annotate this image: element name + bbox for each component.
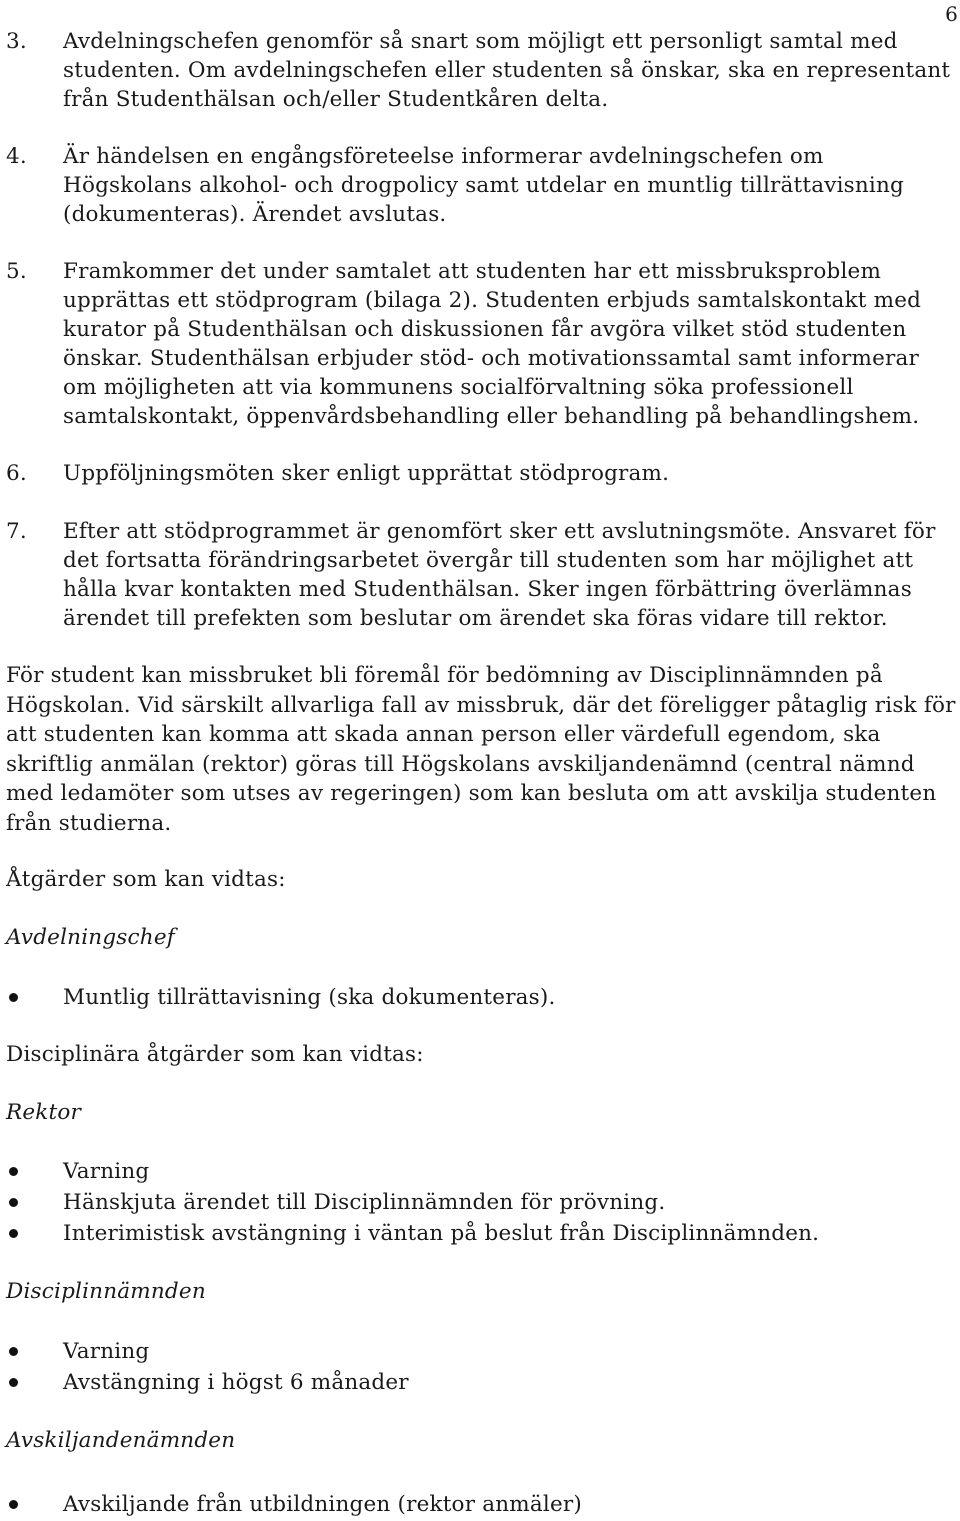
list-item-4	[6, 142, 956, 229]
list-item-5	[6, 257, 956, 431]
bullet-item	[6, 1368, 956, 1397]
list-item-number: 4.	[6, 144, 27, 169]
disciplinary-heading: Disciplinära åtgärder som kan vidtas:	[6, 1042, 424, 1067]
bullet-icon	[9, 1378, 18, 1387]
bullet-text: Interimistisk avstängning i väntan på beslut från Disciplinnämnden.	[63, 1221, 820, 1246]
bullet-item	[6, 1490, 956, 1519]
list-item-number: 5.	[6, 259, 27, 284]
rektor-heading: Rektor	[6, 1100, 82, 1125]
measures-heading: Åtgärder som kan vidtas:	[6, 867, 286, 892]
page-number: 6	[945, 2, 958, 26]
list-item-text: Är händelsen en engångsföreteelse informerar avdelningschefen om Högskolans alkohol- och drogpolicy samt utdelar en muntlig tillrättavisning (dokumenteras). Ärendet avslutas.	[63, 144, 905, 227]
bullet-text: Varning	[63, 1339, 150, 1364]
bullet-item	[6, 1219, 956, 1248]
bullet-icon	[9, 993, 18, 1002]
list-item-7	[6, 517, 956, 633]
bullet-text: Varning	[63, 1159, 150, 1184]
avskiljandenamnden-heading: Avskiljandenämnden	[6, 1428, 236, 1453]
bullet-item	[6, 983, 956, 1012]
list-item-text: Uppföljningsmöten sker enligt upprättat stödprogram.	[63, 461, 670, 486]
list-item-text: Efter att stödprogrammet är genomfört sker ett avslutningsmöte. Ansvaret för det fortsatta förändringsarbetet övergår till studenten som har möjlighet att hålla kvar kontakten med Studenthälsan. Sker ingen förbättring överlämnas ärendet till prefekten som beslutar om ärendet ska föras vidare till rektor.	[63, 519, 936, 631]
bullet-icon	[9, 1229, 18, 1238]
bullet-icon	[9, 1347, 18, 1356]
bullet-item	[6, 1337, 956, 1366]
list-item-number: 3.	[6, 29, 27, 54]
bullet-text: Avskiljande från utbildningen (rektor anmäler)	[63, 1492, 582, 1517]
list-item-number: 6.	[6, 461, 27, 486]
disciplinnamnden-heading: Disciplinnämnden	[6, 1279, 206, 1304]
bullet-text: Hänskjuta ärendet till Disciplinnämnden för prövning.	[63, 1190, 666, 1215]
list-item-3	[6, 27, 956, 114]
list-item-text: Framkommer det under samtalet att studenten har ett missbruksproblem upprättas ett stödprogram (bilaga 2). Studenten erbjuds samtalskontakt med kurator på Studenthälsan och diskussionen får avgöra vilket stöd studenten önskar. Studenthälsan erbjuder stöd- och motivationssamtal samt informerar om möjligheten att via kommunens socialförvaltning söka professionell samtalskontakt, öppenvårdsbehandling eller behandling på behandlingshem.	[63, 259, 922, 429]
bullet-icon	[9, 1500, 18, 1509]
bullet-icon	[9, 1198, 18, 1207]
list-item-6	[6, 459, 956, 488]
bullet-text: Muntlig tillrättavisning (ska dokumenteras).	[63, 985, 556, 1010]
list-item-number: 7.	[6, 519, 27, 544]
body-paragraph: För student kan missbruket bli föremål för bedömning av Disciplinnämnden på Högskolan. Vid särskilt allvarliga fall av missbruk, där det föreligger påtaglig risk för att studenten kan komma att skada annan person eller värdefull egendom, ska skriftlig anmälan (rektor) göras till Högskolans avskiljandenämnd (central nämnd med ledamöter som utses av regeringen) som kan besluta om att avskilja studenten från studierna.	[6, 663, 956, 836]
list-item-text: Avdelningschefen genomför så snart som möjligt ett personligt samtal med studenten. Om avdelningschefen eller studenten så önskar, ska en representant från Studenthälsan och/eller Studentkåren delta.	[63, 29, 951, 112]
bullet-text: Avstängning i högst 6 månader	[63, 1370, 409, 1395]
bullet-item	[6, 1188, 956, 1217]
bullet-item	[6, 1157, 956, 1186]
avdelningschef-heading: Avdelningschef	[6, 925, 175, 950]
bullet-icon	[9, 1167, 18, 1176]
